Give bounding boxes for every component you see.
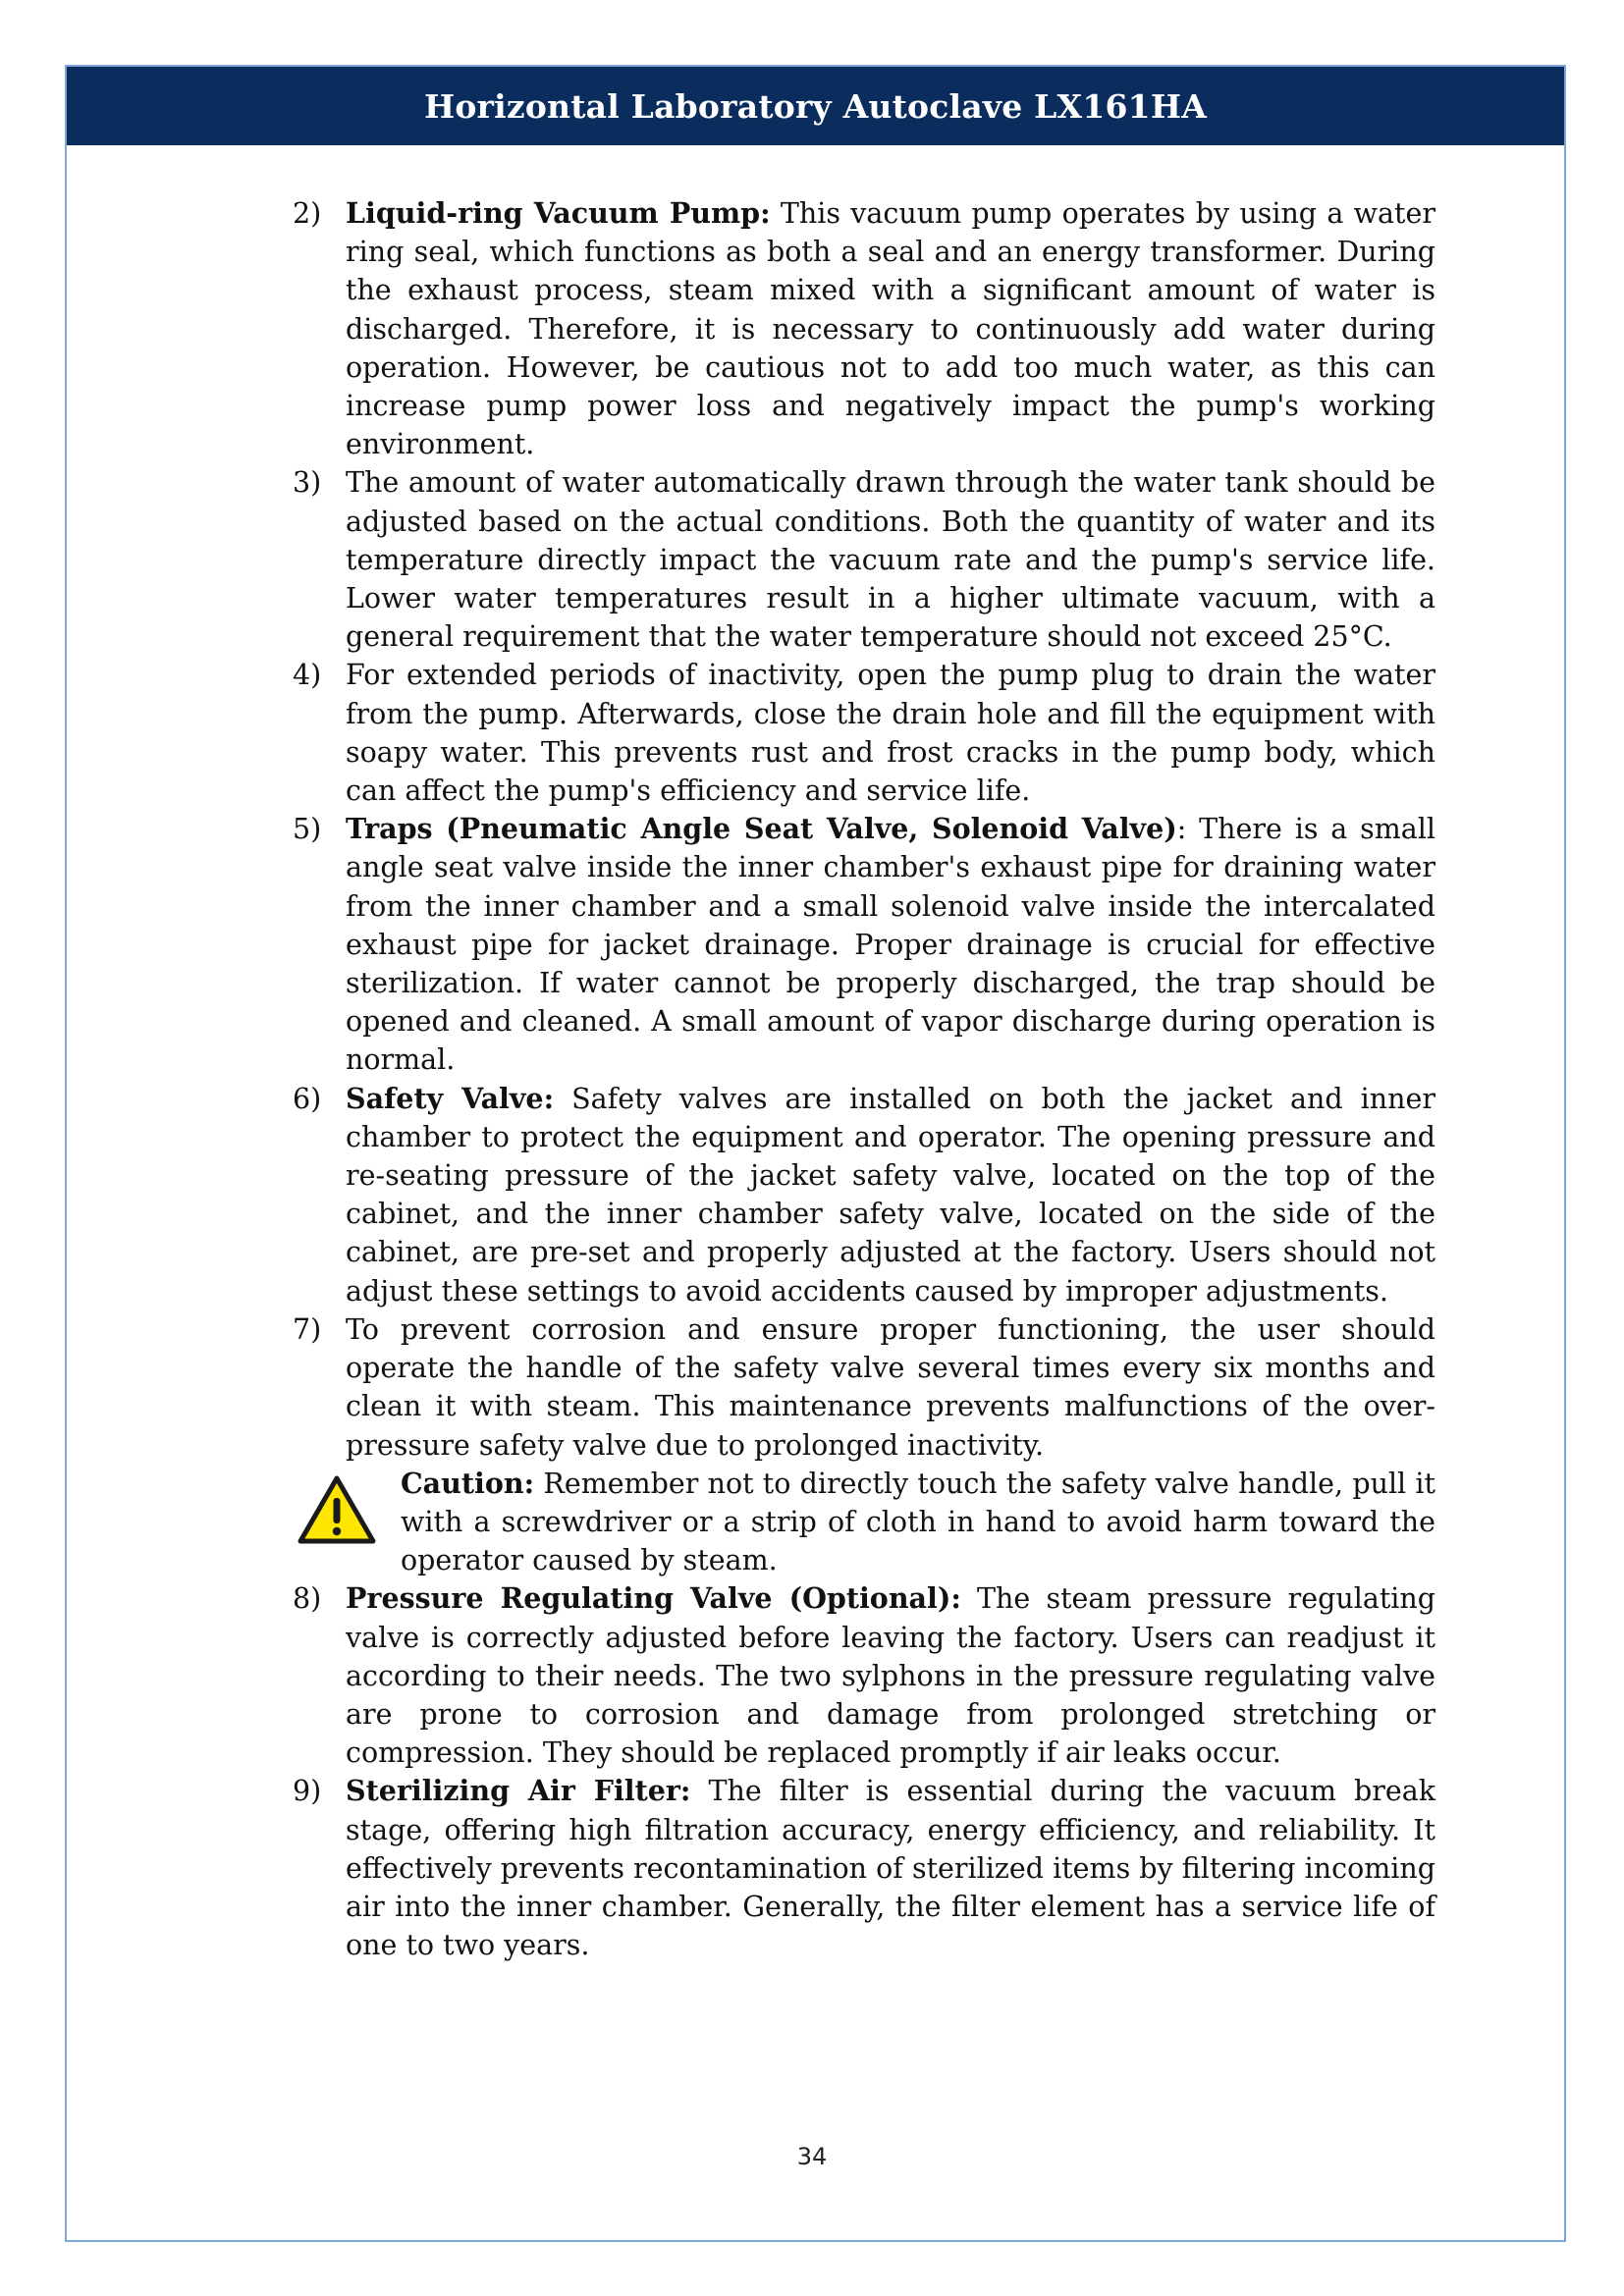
list-item-9 (293, 1772, 1435, 1964)
item-number: 5) (293, 813, 322, 846)
list-item-6 (293, 1080, 1435, 1310)
item-heading: Pressure Regulating Valve (Optional): (346, 1581, 961, 1616)
item-text: The filter is essential during the vacuum break stage, offering high filtration accuracy, energy efficiency, and reliability. It effectively prevents recontamination of sterilized items by filtering incoming air into the inner chamber. Generally, the filter element has a service life of one to two years. (346, 1775, 1435, 1962)
item-number: 7) (293, 1312, 322, 1346)
item-text: Safety valves are installed on both the jacket and inner chamber to protect the equipment and operator. The opening pressure and re-seating pressure of the jacket safety valve, located on the top of the cabinet, and the inner chamber safety valve, located on the side of the cabinet, are pre-set and properly adjusted at the factory. Users should not adjust these settings to avoid accidents caused by improper adjustments. (346, 1082, 1435, 1308)
item-number: 3) (293, 466, 322, 500)
caution-note (293, 1465, 1435, 1580)
item-number: 4) (293, 659, 322, 692)
item-number: 9) (293, 1775, 322, 1808)
item-heading: Traps (Pneumatic Angle Seat Valve, Solenoid Valve) (346, 812, 1177, 846)
list-item-3 (293, 463, 1435, 656)
item-text: The amount of water automatically drawn through the water tank should be adjusted based on the actual conditions. Both the quantity of water and its temperature directly impact the vacuum rate and the pump's service life. Lower water temperatures result in a higher ultimate vacuum, with a general requirement that the water temperature should not exceed 25°C. (346, 466, 1435, 654)
item-number: 6) (293, 1082, 322, 1115)
item-text: To prevent corrosion and ensure proper functioning, the user should operate the handle of the safety valve several times every six months and clean it with steam. This maintenance prevents malfunctions of the over-pressure safety valve due to prolonged inactivity. (346, 1312, 1435, 1462)
item-number: 8) (293, 1582, 322, 1616)
list-item-5 (293, 810, 1435, 1079)
list-item-7 (293, 1310, 1435, 1465)
item-text: For extended periods of inactivity, open the pump plug to drain the water from the pump. Afterwards, close the drain hole and fill the equipment with soapy water. This prevents rust and frost cracks in the pump body, which can affect the pump's efficiency and service life. (346, 659, 1435, 808)
item-heading: Sterilizing Air Filter: (346, 1774, 691, 1808)
page-title: Horizontal Laboratory Autoclave LX161HA (423, 86, 1208, 126)
item-text: The steam pressure regulating valve is correctly adjusted before leaving the factory. Users can readjust it according to their needs. The two sylphons in the pressure regulating valve are prone to corrosion and damage from prolonged stretching or compression. They should be replaced promptly if air leaks occur. (346, 1582, 1435, 1770)
caution-text: Remember not to directly touch the safety valve handle, pull it with a screwdriver or a strip of cloth in hand to avoid harm toward the operator caused by steam. (401, 1467, 1435, 1577)
page-number: 34 (796, 2143, 828, 2170)
document-body (293, 194, 1435, 1964)
warning-triangle-icon (297, 1474, 377, 1545)
caution-heading: Caution: (401, 1466, 535, 1500)
item-heading: Safety Valve: (346, 1081, 555, 1115)
item-heading: Liquid-ring Vacuum Pump: (346, 196, 771, 230)
item-text: This vacuum pump operates by using a water ring seal, which functions as both a seal and an energy transformer. During the exhaust process, steam mixed with a significant amount of water is discharged. Therefore, it is necessary to continuously add water during operation. However, be cautious not to add too much water, as this can increase pump power loss and negatively impact the pump's working environment. (346, 197, 1435, 461)
list-item-2 (293, 194, 1435, 463)
list-item-4 (293, 656, 1435, 810)
item-text: : There is a small angle seat valve inside the inner chamber's exhaust pipe for draining water from the inner chamber and a small solenoid valve inside the intercalated exhaust pipe for jacket drainage. Proper drainage is crucial for effective sterilization. If water cannot be properly discharged, the trap should be opened and cleaned. A small amount of vapor discharge during operation is normal. (346, 813, 1435, 1077)
header-bar (67, 67, 1564, 145)
list-item-8 (293, 1579, 1435, 1772)
item-number: 2) (293, 197, 322, 230)
